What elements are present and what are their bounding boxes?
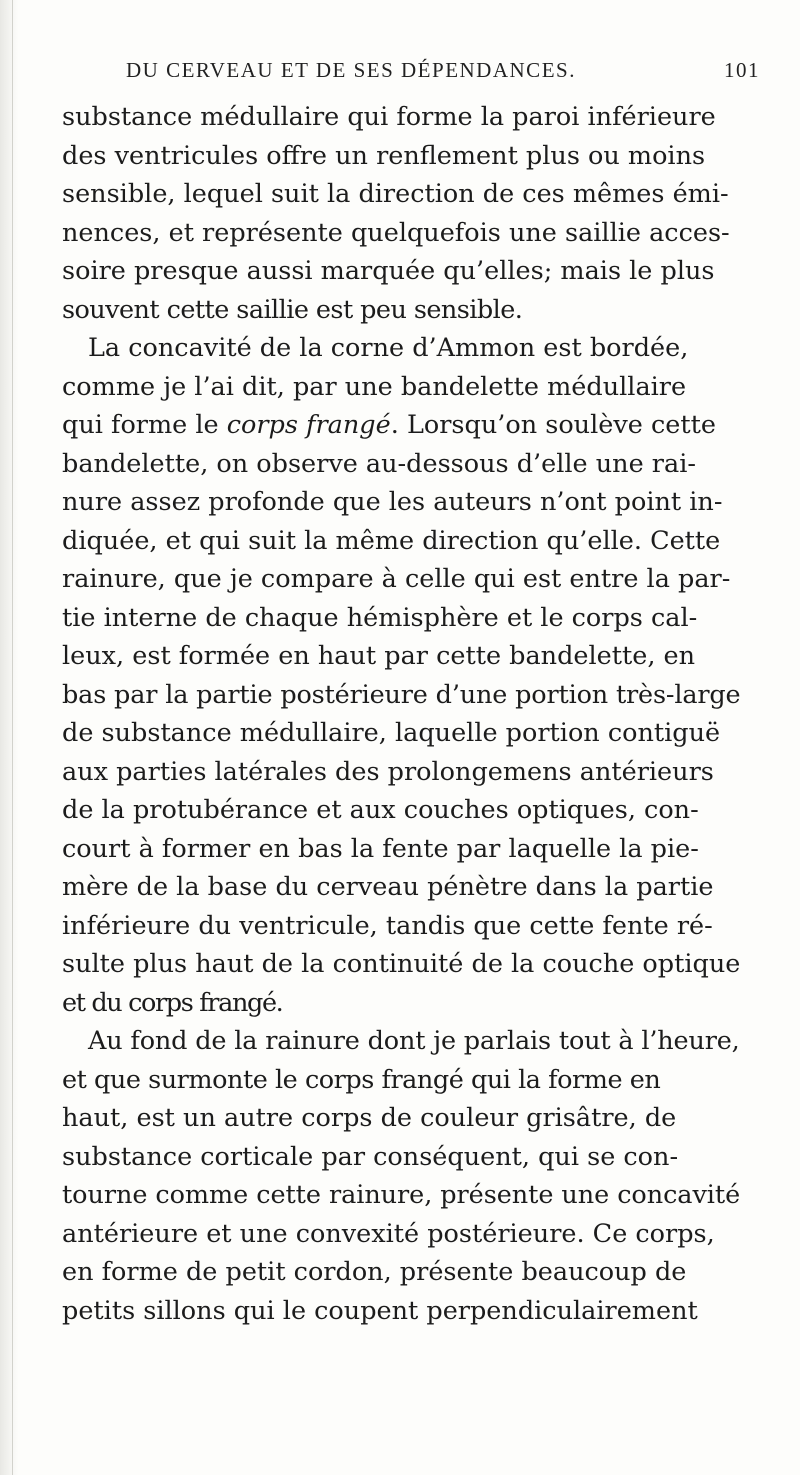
text-line: haut, est un autre corps de couleur grisâtre, de	[62, 1103, 677, 1133]
text-line: sulte plus haut de la continuité de la couche optique	[62, 949, 741, 979]
text-line: souvent cette saillie est peu sensible.	[62, 294, 523, 325]
text-line: bas par la partie postérieure d’une portion très-large	[62, 679, 741, 710]
text-line: bandelette, on observe au-dessous d’elle une rai-	[62, 448, 696, 479]
text-line: rainure, que je compare à celle qui est entre la par-	[62, 564, 731, 594]
text-line: diquée, et qui suit la même direction qu’elle. Cette	[62, 525, 721, 556]
text-line-with-italic	[62, 408, 740, 442]
text-segment: qui forme le	[62, 410, 227, 440]
page-gutter-line	[12, 0, 13, 1475]
text-line: Au fond de la rainure dont je parlais tout à l’heure,	[88, 1026, 740, 1056]
text-line: mère de la base du cerveau pénètre dans la partie	[62, 872, 714, 902]
text-line: en forme de petit cordon, présente beaucoup de	[62, 1257, 687, 1287]
text-line: de la protubérance et aux couches optiques, con-	[62, 795, 699, 825]
text-line: des ventricules offre un renflement plus ou moins	[62, 140, 706, 171]
text-line: nure assez profonde que les auteurs n’ont point in-	[62, 487, 723, 517]
page-gutter-shadow	[0, 0, 18, 1475]
text-line: antérieure et une convexité postérieure. Ce corps,	[62, 1218, 715, 1249]
text-line: court à former en bas la fente par laquelle la pie-	[62, 833, 699, 864]
text-line: aux parties latérales des prolongemens antérieurs	[62, 756, 714, 787]
running-head-title: DU CERVEAU ET DE SES DÉPENDANCES.	[126, 58, 576, 82]
text-line: de substance médullaire, laquelle portion contiguë	[62, 718, 721, 748]
text-line: La concavité de la corne d’Ammon est bordée,	[88, 333, 689, 363]
text-line: comme je l’ai dit, par une bandelette médullaire	[62, 371, 687, 402]
text-line: nences, et représente quelquefois une saillie acces-	[62, 217, 730, 248]
text-line: petits sillons qui le coupent perpendiculairement	[62, 1295, 698, 1326]
text-line: tie interne de chaque hémisphère et le corps cal-	[62, 602, 698, 633]
text-line: soire presque aussi marquée qu’elles; mais le plus	[62, 256, 715, 286]
text-line: sensible, lequel suit la direction de ces mêmes émi-	[62, 179, 729, 209]
text-line: leux, est formée en haut par cette bandelette, en	[62, 641, 696, 671]
text-line: inférieure du ventricule, tandis que cette fente ré-	[62, 910, 713, 941]
running-head	[126, 58, 760, 88]
text-line: et du corps frangé.	[62, 987, 283, 1018]
text-line: tourne comme cette rainure, présente une concavité	[62, 1180, 741, 1210]
text-line: substance corticale par conséquent, qui se con-	[62, 1141, 679, 1172]
text-line: et que surmonte le corps frangé qui la forme en	[62, 1064, 661, 1095]
text-segment: . Lorsqu’on soulève cette	[390, 410, 716, 440]
text-line: substance médullaire qui forme la paroi inférieure	[62, 102, 716, 132]
italic-term: corps frangé	[226, 410, 391, 440]
page-number: 101	[724, 58, 760, 82]
